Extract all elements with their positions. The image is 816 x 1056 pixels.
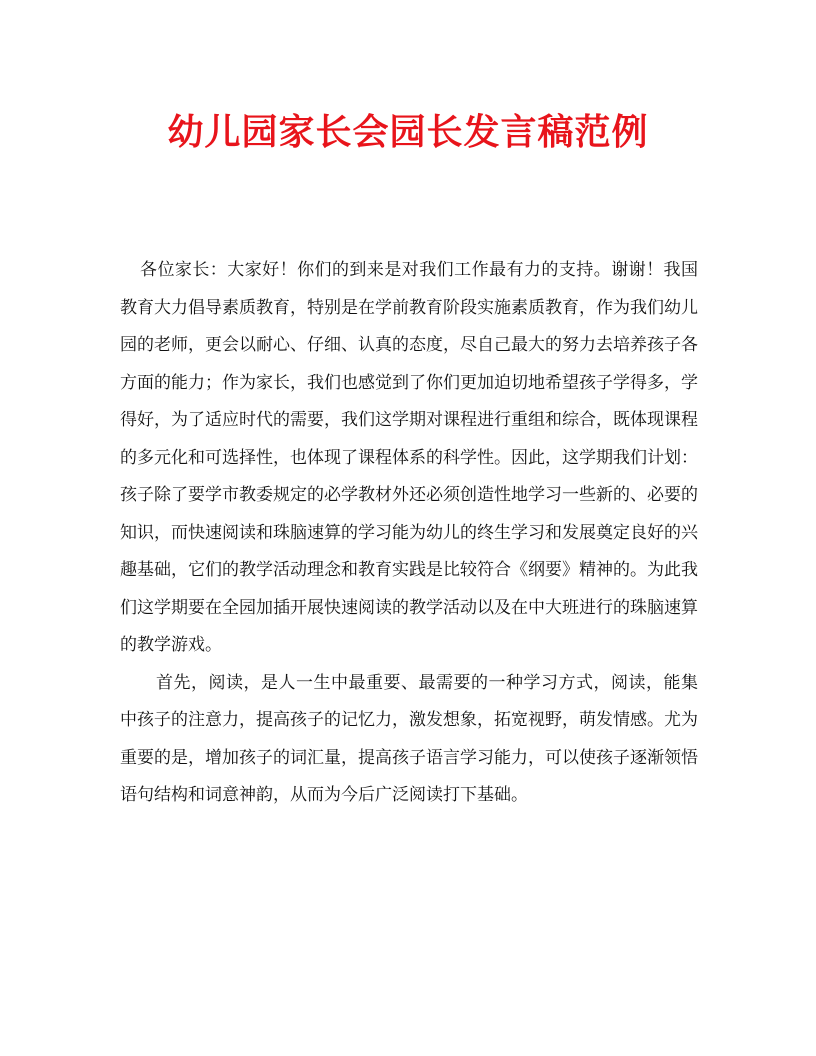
body-paragraph-1: 各位家长：大家好！你们的到来是对我们工作最有力的支持。谢谢！我国教育大力倡导素质教育，特别是在学前教育阶段实施素质教育，作为我们幼儿园的老师，更会以耐心、仔细、认真的态度，尽自己最大的努力去培养孩子各方面的能力；作为家长，我们也感觉到了你们更加迫切地希望孩子学得多，学得好，为了适应时代的需要，我们这学期对课程进行重组和综合，既体现课程的多元化和可选择性，也体现了课程体系的科学性。因此，这学期我们计划：孩子除了要学市教委规定的必学教材外还必须创造性地学习一些新的、必要的知识，而快速阅读和珠脑速算的学习能为幼儿的终生学习和发展奠定良好的兴趣基础，它们的教学活动理念和教育实践是比较符合《纲要》精神的。为此我们这学期要在全园加插开展快速阅读的教学活动以及在中大班进行的珠脑速算的教学游戏。: [120, 260, 698, 655]
body-paragraph-2: 首先，阅读，是人一生中最重要、最需要的一种学习方式，阅读，能集中孩子的注意力，提高孩子的记忆力，激发想象，拓宽视野，萌发情感。尤为重要的是，增加孩子的词汇量，提高孩子语言学习能力，可以使孩子逐渐领悟语句结构和词意神韵，从而为今后广泛阅读打下基础。: [120, 672, 698, 805]
document-body: [120, 252, 698, 815]
document-title: 幼儿园家长会园长发言稿范例: [167, 111, 649, 153]
